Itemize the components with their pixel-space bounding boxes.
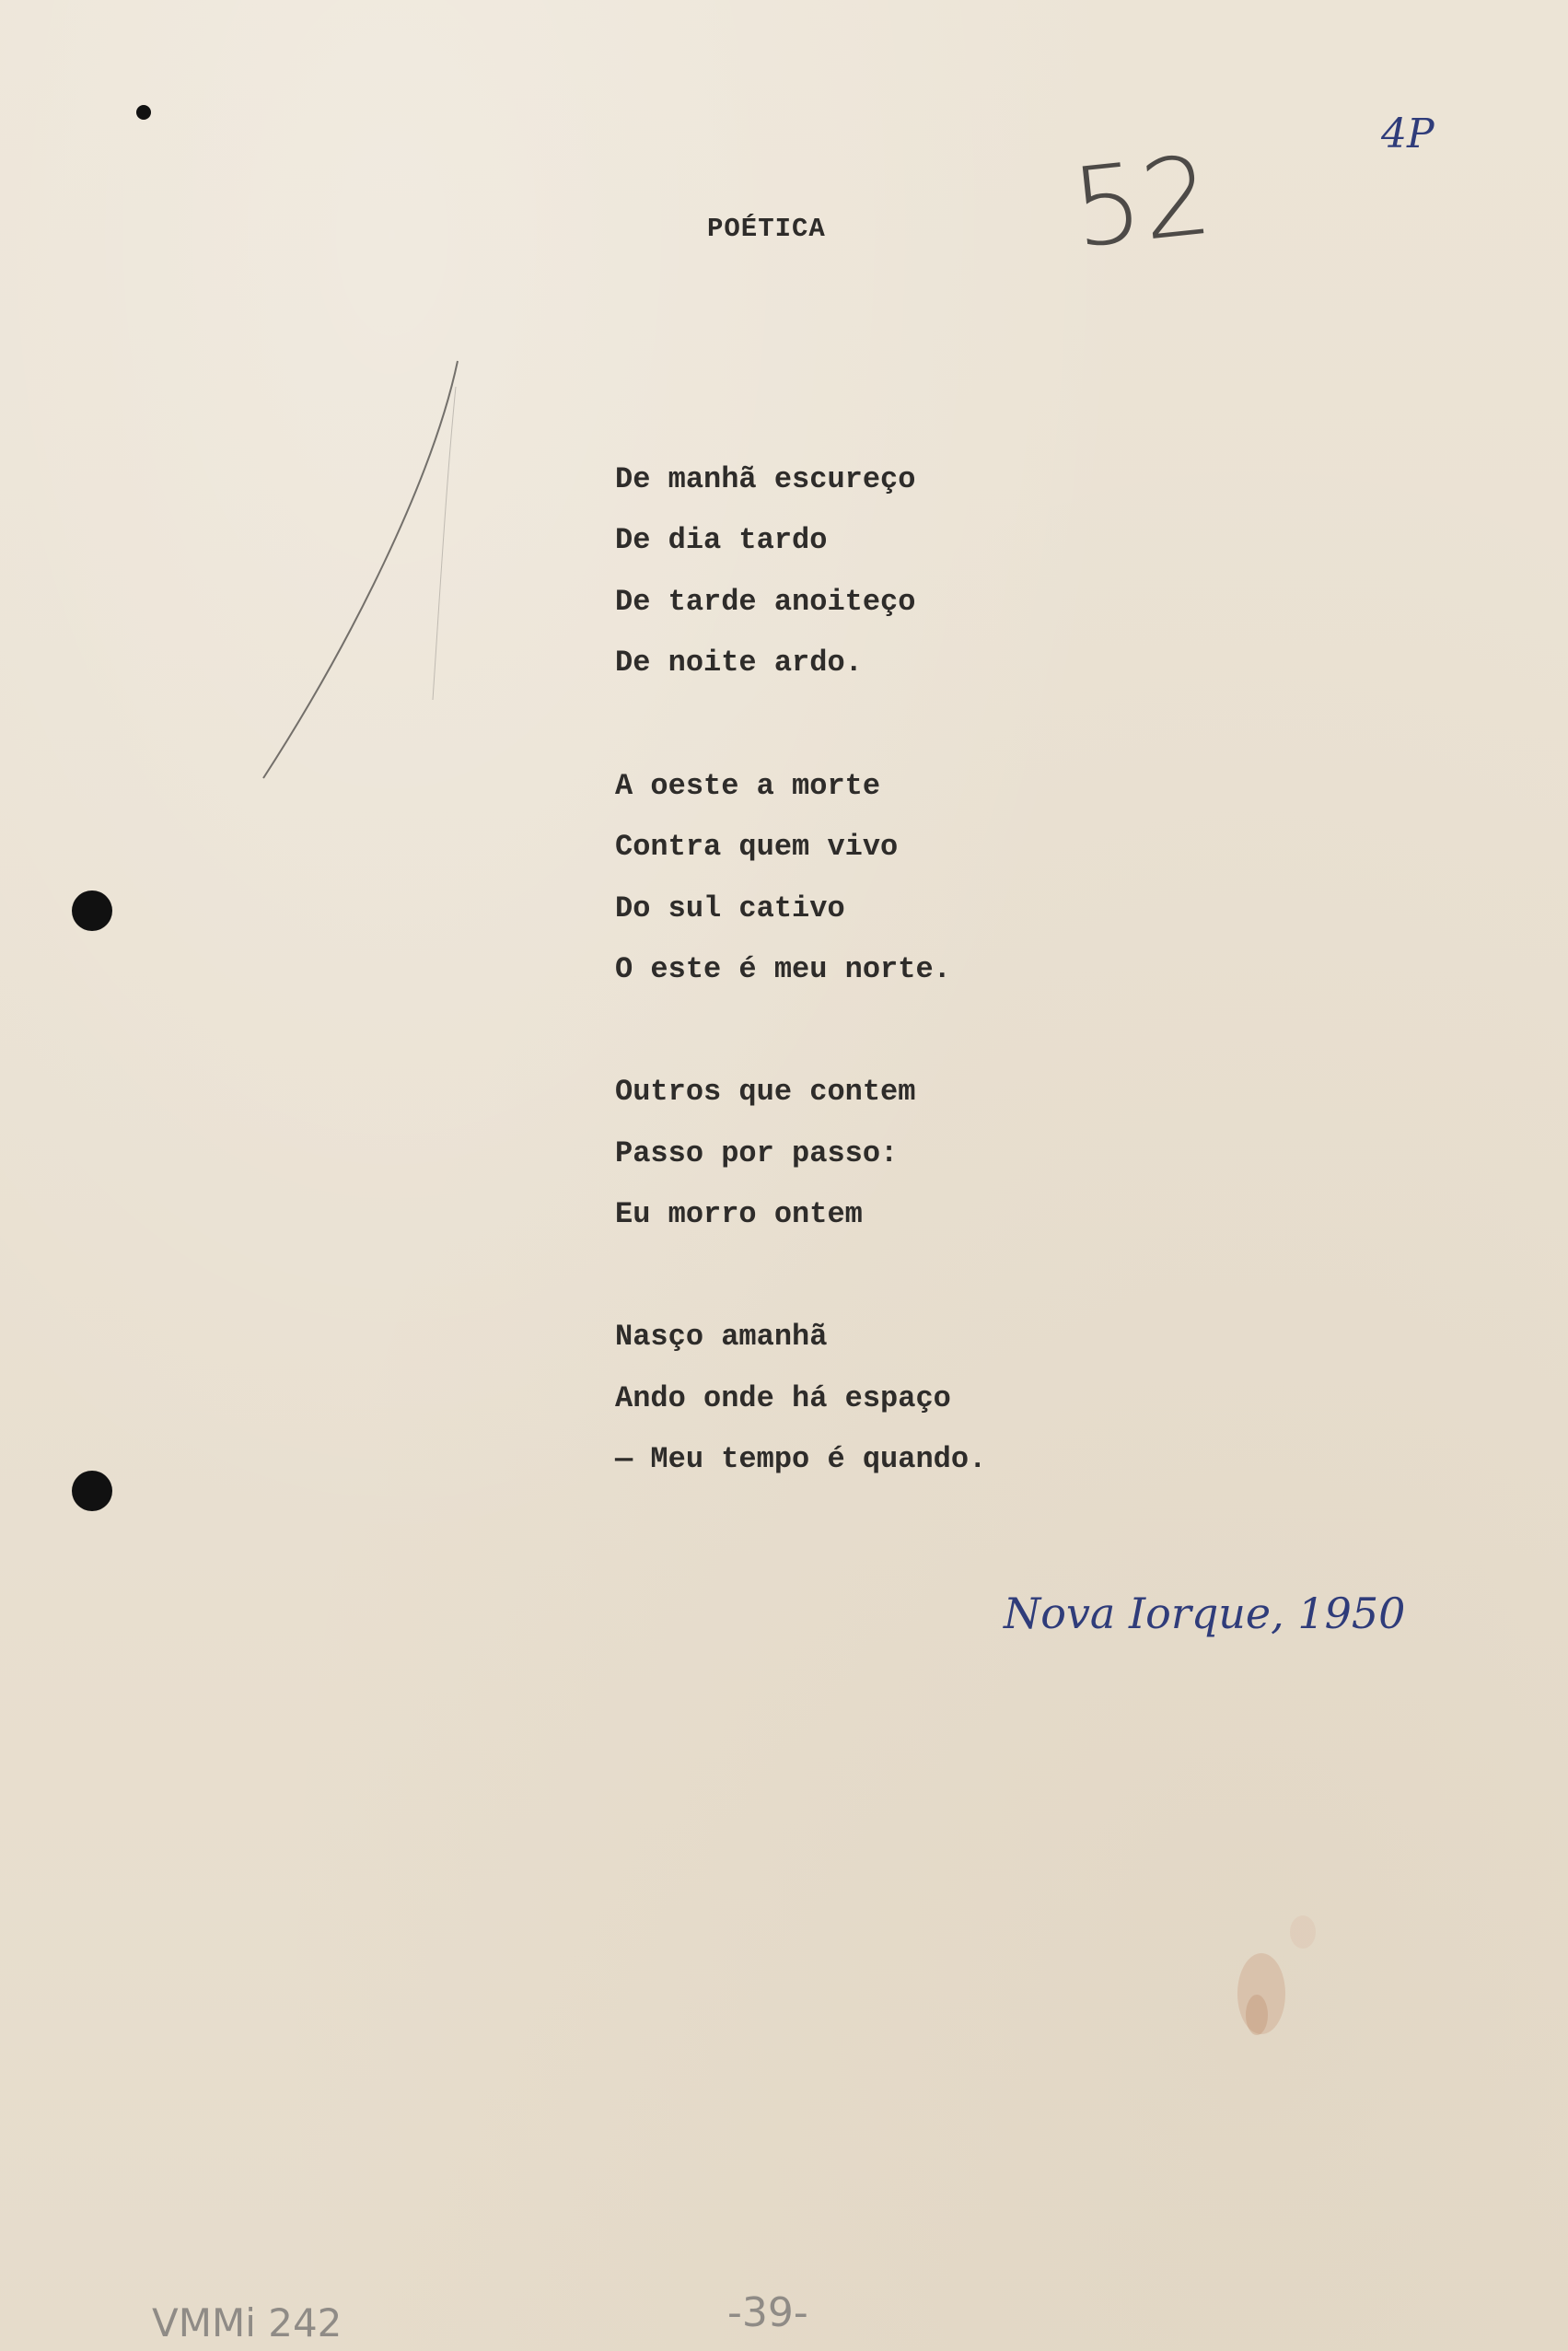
poem-line: Outros que contem <box>615 1075 916 1109</box>
handwritten-sheet-mark: 4P <box>1381 111 1434 157</box>
poem-line: O este é meu norte. <box>615 952 951 986</box>
poem-line: A oeste a morte <box>615 769 881 803</box>
handwritten-folio-number: 52 <box>1066 131 1217 273</box>
poem-line: Eu morro ontem <box>615 1197 863 1231</box>
poem-line: Do sul cativo <box>615 891 845 925</box>
poem-line: De dia tardo <box>615 523 828 557</box>
poem-line: De tarde anoiteço <box>615 585 916 619</box>
handwritten-place-date: Nova Iorque, 1950 <box>1004 1589 1406 1638</box>
poem-title: POÉTICA <box>707 214 826 244</box>
page-number: -39- <box>727 2289 808 2336</box>
poem-line: De noite ardo. <box>615 646 863 680</box>
poem-line: Nasço amanhã <box>615 1320 828 1354</box>
poem-line: De manhã escureço <box>615 462 916 496</box>
poem-line: Ando onde há espaço <box>615 1381 951 1415</box>
archive-code: VMMi 242 <box>152 2300 343 2345</box>
poem-line: Contra quem vivo <box>615 830 899 864</box>
poem-line: Passo por passo: <box>615 1136 899 1170</box>
poem-line: — Meu tempo é quando. <box>615 1442 987 1476</box>
